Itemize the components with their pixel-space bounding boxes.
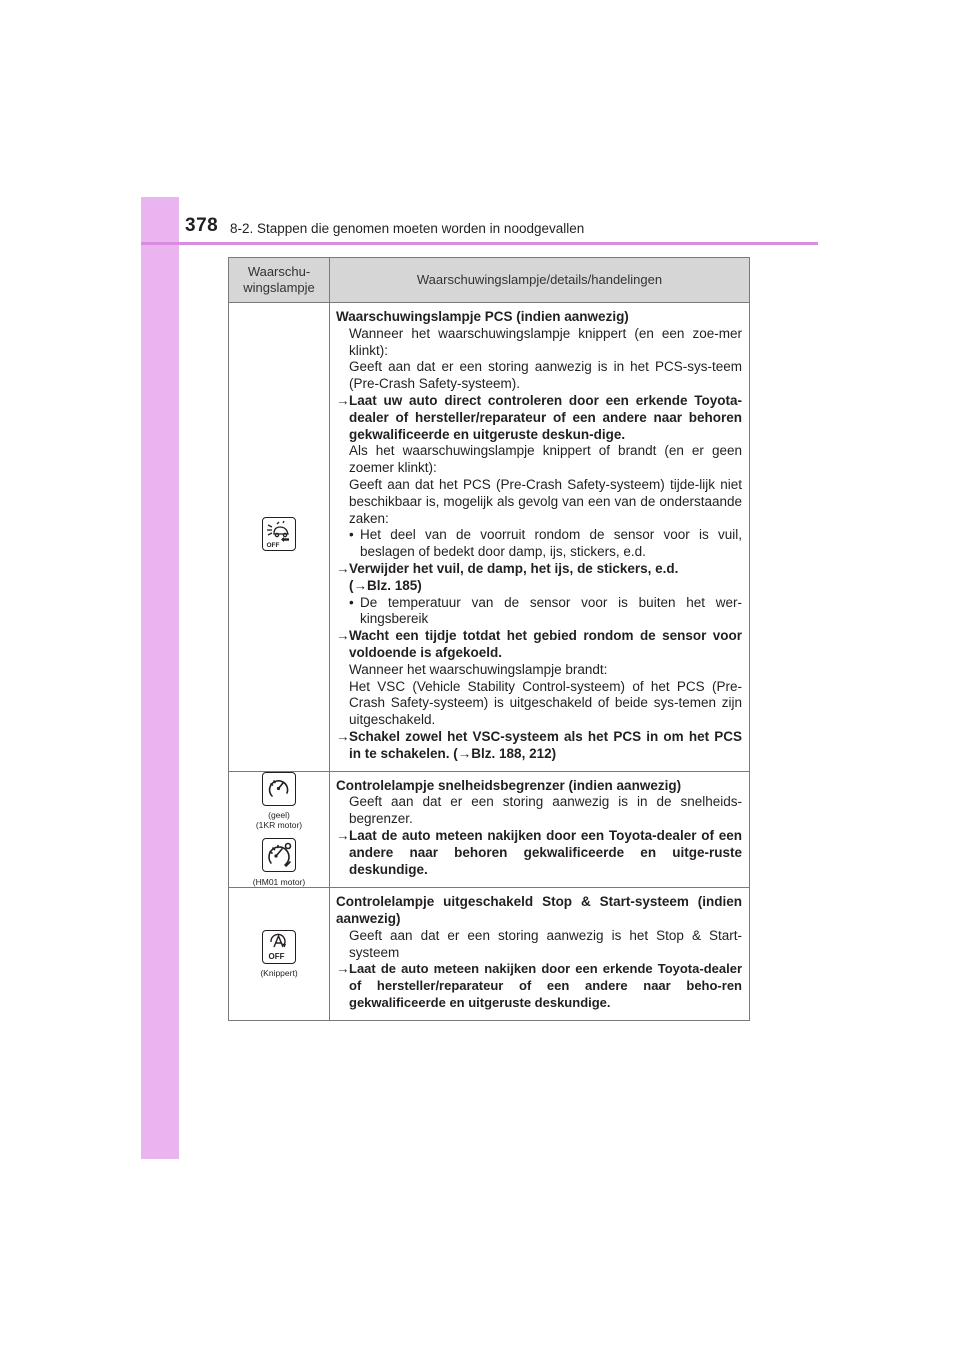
warning-lights-table: [228, 257, 750, 1021]
pcs-off-label: OFF: [266, 542, 280, 550]
lamp-caption: (HM01 motor): [252, 877, 306, 888]
action-text: Wacht een tijdje totdat het gebied rondom de sensor voor voldoende is afgekoeld.: [349, 628, 742, 660]
details-cell: [330, 303, 750, 772]
description-text: Geeft aan dat er een storing aanwezig is in het PCS-sys-teem (Pre-Crash Safety-systeem).: [349, 359, 742, 392]
description-text: Geeft aan dat er een storing aanwezig is in de snelheids-begrenzer.: [349, 794, 742, 827]
condition-text: Als het waarschuwingslampje knippert of brandt (en er geen zoemer klinkt):: [349, 443, 742, 476]
lamp-caption: (geel): [268, 810, 290, 821]
details-cell: [330, 771, 750, 888]
side-color-strip: [141, 197, 179, 1159]
action-text: Laat de auto meteen nakijken door een erkende Toyota-dealer of hersteller/reparateur of een andere naar beho-ren gekwalificeerde en uitgeruste deskundige.: [349, 961, 742, 1010]
header-divider: [141, 242, 818, 245]
table-row: [229, 303, 750, 772]
action-text: Verwijder het vuil, de damp, het ijs, de stickers, e.d.: [349, 560, 679, 576]
lamp-cell: [229, 303, 330, 772]
bullet-item: [336, 527, 742, 561]
condition-text: Wanneer het waarschuwingslampje brandt:: [349, 661, 608, 677]
speed-limiter-hm01-icon: [262, 838, 296, 872]
action-text: Schakel zowel het VSC-systeem als het PCS in om het PCS in te schakelen. (→Blz. 188, 212): [349, 728, 742, 761]
bullet-text: De temperatuur van de sensor voor is buiten het wer-kingsbereik: [360, 594, 742, 627]
page-number: 378: [185, 215, 219, 236]
arrow-icon: →: [336, 392, 350, 408]
action-item: [336, 393, 742, 443]
bullet-icon: •: [349, 527, 354, 543]
column-header-details: Waarschuwingslampje/details/handelingen: [330, 258, 750, 303]
table-header-row: [229, 258, 750, 303]
details-cell: [330, 888, 750, 1021]
section-title: 8-2. Stappen die genomen moeten worden in noodgevallen: [230, 221, 585, 236]
column-header-lamp-line2: wingslampje: [243, 280, 315, 295]
column-header-lamp: [229, 258, 330, 303]
row-title: Controlelampje uitgeschakeld Stop & Start-systeem (indien aanwezig): [336, 894, 742, 926]
row-title: Waarschuwingslampje PCS (indien aanwezig): [336, 309, 629, 324]
page-reference-link[interactable]: (→Blz. 185): [349, 577, 422, 593]
description-text: Geeft aan dat er een storing aanwezig is het Stop & Start-systeem: [349, 927, 742, 960]
lamp-caption: (Knippert): [260, 968, 298, 979]
arrow-icon: →: [336, 628, 350, 644]
lamp-cell: [229, 771, 330, 888]
arrow-icon: →: [336, 961, 350, 977]
action-text: Laat uw auto direct controleren door een erkende Toyota-dealer of hersteller/reparateur of een andere naar behoren gekwalificeerde en uitgeruste deskun-dige.: [349, 392, 742, 442]
description-text: Geeft aan dat het PCS (Pre-Crash Safety-systeem) tijde-lijk niet beschikbaar is, mogelijk als gevolg van een van de onderstaande zaken:: [349, 476, 742, 526]
lamp-cell: [229, 888, 330, 1021]
stop-start-off-icon: [262, 930, 296, 964]
row-title: Controlelampje snelheidsbegrenzer (indien aanwezig): [336, 777, 682, 793]
speed-limiter-icon: [262, 772, 296, 806]
action-item: [336, 961, 742, 1011]
arrow-icon: →: [336, 827, 350, 843]
stop-start-off-label: OFF: [268, 951, 285, 961]
bullet-item: [336, 595, 742, 629]
lamp-caption: (1KR motor): [255, 820, 303, 831]
action-item: [336, 628, 742, 662]
action-item: [336, 729, 742, 763]
table-row: [229, 771, 750, 888]
arrow-icon: →: [336, 560, 350, 576]
action-item: [336, 828, 742, 878]
bullet-icon: •: [349, 594, 354, 610]
description-text: Het VSC (Vehicle Stability Control-systeem) of het PCS (Pre-Crash Safety-systeem) is uitgeschakeld of beide sys-temen zijn uitgeschakeld.: [349, 678, 742, 728]
bullet-text: Het deel van de voorruit rondom de sensor voor is vuil, beslagen of bedekt door damp, ijs, stickers, e.d.: [360, 527, 742, 560]
action-item: [336, 561, 742, 595]
condition-text: Wanneer het waarschuwingslampje knippert (en een zoe-mer klinkt):: [349, 325, 742, 358]
arrow-icon: →: [336, 728, 350, 744]
table-row: [229, 888, 750, 1021]
pcs-off-icon: [262, 517, 296, 551]
action-text: Laat de auto meteen nakijken door een Toyota-dealer of een andere naar behoren gekwalificeerde en uitge-ruste deskundige.: [349, 827, 742, 877]
column-header-lamp-line1: Waarschu-: [247, 264, 311, 279]
